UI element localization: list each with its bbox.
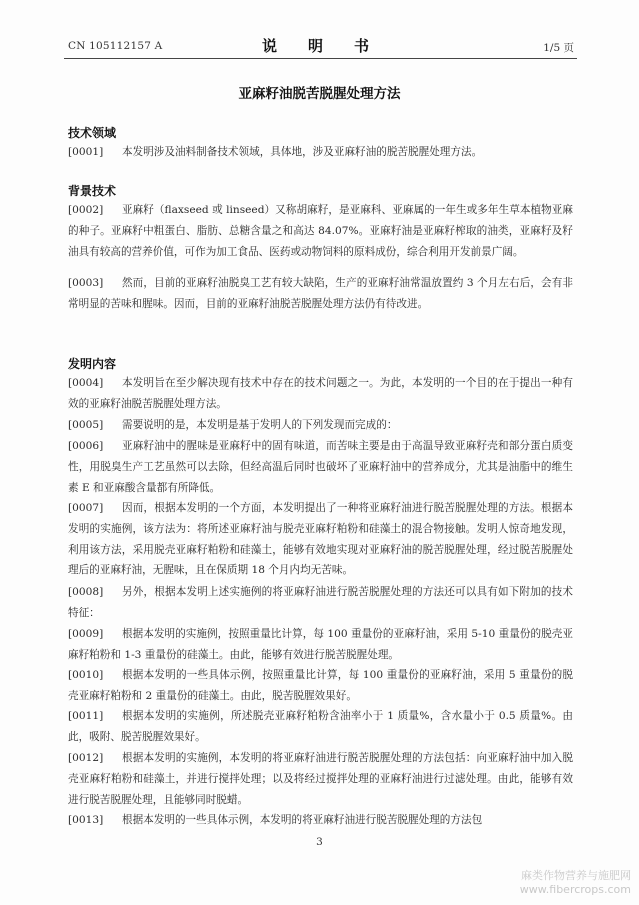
paragraph-number: [0008]: [68, 586, 104, 598]
paragraph-text: 根据本发明的实施例，按照重量比计算，每 100 重量份的亚麻籽油，采用 5-10 重量份的脱壳亚麻籽粕粉和 1-3 重量份的硅藻土。由此，能够有效进行脱苦脱腥处理。: [68, 628, 573, 661]
paragraph-text: 亚麻籽油中的腥味是亚麻籽中的固有味道，而苦味主要是由于高温导致亚麻籽壳和部分蛋白质变性，用脱臭生产工艺虽然可以去除，但经高温后同时也破坏了亚麻籽油中的营养成分，尤其是油脂中的维生素 E 和亚麻酸含量都有所降低。: [68, 440, 573, 494]
page-indicator: 1/5 页: [543, 42, 574, 54]
document-title: 亚麻籽油脱苦脱腥处理方法: [238, 86, 401, 102]
section-heading-background: 背景技术: [68, 184, 117, 198]
paragraph-0010: [68, 665, 573, 707]
paragraph-number: [0007]: [68, 502, 104, 514]
paragraph-number: [0006]: [68, 440, 104, 452]
paragraph-0006: [68, 436, 573, 498]
paragraph-0008: [68, 582, 573, 624]
paragraph-text: 根据本发明的一些具体示例，按照重量比计算，每 100 重量份的亚麻籽油，采用 5 重量份的脱壳亚麻籽粕粉和 2 重量份的硅藻土。由此，脱苦脱腥效果好。: [68, 669, 573, 702]
paragraph-0009: [68, 624, 573, 666]
section-heading-technical-field: 技术领域: [68, 126, 117, 140]
paragraph-0005: [68, 415, 573, 436]
paragraph-number: [0004]: [68, 377, 104, 389]
paragraph-text: 亚麻籽（flaxseed 或 linseed）又称胡麻籽，是亚麻科、亚麻属的一年生或多年生草本植物亚麻的种子。亚麻籽中粗蛋白、脂肪、总糖含量之和高达 84.07%。亚麻籽油是亚麻籽榨取的油类，亚麻籽及籽油具有较高的营养价值，可作为加工食品、医药或动物饲料的原料成份，综合利用开发前景广阔。: [68, 204, 573, 258]
paragraph-text: 另外，根据本发明上述实施例的将亚麻籽油进行脱苦脱腥处理的方法还可以具有如下附加的技术特征：: [68, 586, 573, 619]
paragraph-text: 本发明涉及油料制备技术领域，具体地，涉及亚麻籽油的脱苦脱腥处理方法。: [122, 146, 483, 158]
paragraph-0012: [68, 748, 573, 810]
paragraph-0004: [68, 373, 573, 415]
document-type-heading: 说 明 书: [261, 37, 377, 55]
paragraph-number: [0010]: [68, 669, 104, 681]
paragraph-text: 需要说明的是，本发明是基于发明人的下列发现而完成的：: [122, 419, 398, 431]
paragraph-number: [0013]: [68, 814, 104, 826]
section-heading-summary: 发明内容: [68, 357, 117, 371]
header-divider: [64, 58, 577, 59]
paragraph-0003: [68, 273, 573, 315]
paragraph-0002: [68, 200, 573, 262]
paragraph-0007: [68, 498, 573, 581]
patent-number: CN 105112157 A: [68, 40, 163, 52]
paragraph-text: 根据本发明的一些具体示例，本发明的将亚麻籽油进行脱苦脱腥处理的方法包: [122, 814, 483, 826]
paragraph-number: [0011]: [68, 710, 104, 722]
paragraph-0001: [68, 142, 573, 163]
paragraph-0011: [68, 706, 573, 748]
paragraph-number: [0009]: [68, 628, 104, 640]
paragraph-text: 根据本发明的实施例，本发明的将亚麻籽油进行脱苦脱腥处理的方法包括：向亚麻籽油中加入脱壳亚麻籽粕粉和硅藻土，并进行搅拌处理；以及将经过搅拌处理的亚麻籽油进行过滤处理。由此，能够有效进行脱苦脱腥处理，且能够同时脱蜡。: [68, 752, 573, 806]
watermark-line-1: 麻类作物营养与施肥网: [521, 869, 631, 882]
watermark-line-2: www.fibercrops.com: [519, 883, 631, 896]
site-watermark: [520, 869, 631, 897]
paragraph-text: 因而，根据本发明的一个方面，本发明提出了一种将亚麻籽油进行脱苦脱腥处理的方法。根据本发明的实施例，该方法为：将所述亚麻籽油与脱壳亚麻籽粕粉和硅藻土的混合物接触。发明人惊奇地发现，利用该方法，采用脱壳亚麻籽粕粉和硅藻土，能够有效地实现对亚麻籽油的脱苦脱腥处理，经过脱苦脱腥处理后的亚麻籽油，无腥味，且在保质期 18 个月内均无苦味。: [68, 502, 573, 577]
paragraph-number: [0001]: [68, 146, 104, 158]
paragraph-number: [0005]: [68, 419, 104, 431]
paragraph-text: 本发明旨在至少解决现有技术中存在的技术问题之一。为此，本发明的一个目的在于提出一种有效的亚麻籽油脱苦脱腥处理方法。: [68, 377, 573, 410]
paragraph-text: 然而，目前的亚麻籽油脱臭工艺有较大缺陷，生产的亚麻籽油常温放置约 3 个月左右后，会有非常明显的苦味和腥味。因而，目前的亚麻籽油脱苦脱腥处理方法仍有待改进。: [68, 277, 573, 310]
paragraph-number: [0012]: [68, 752, 104, 764]
paragraph-text: 根据本发明的实施例，所述脱壳亚麻籽粕粉含油率小于 1 质量%，含水量小于 0.5 质量%。由此，吸附、脱苦脱腥效果好。: [68, 710, 573, 743]
paragraph-number: [0002]: [68, 204, 104, 216]
page-number: 3: [316, 836, 323, 848]
paragraph-0013: [68, 810, 573, 831]
paragraph-number: [0003]: [68, 277, 104, 289]
